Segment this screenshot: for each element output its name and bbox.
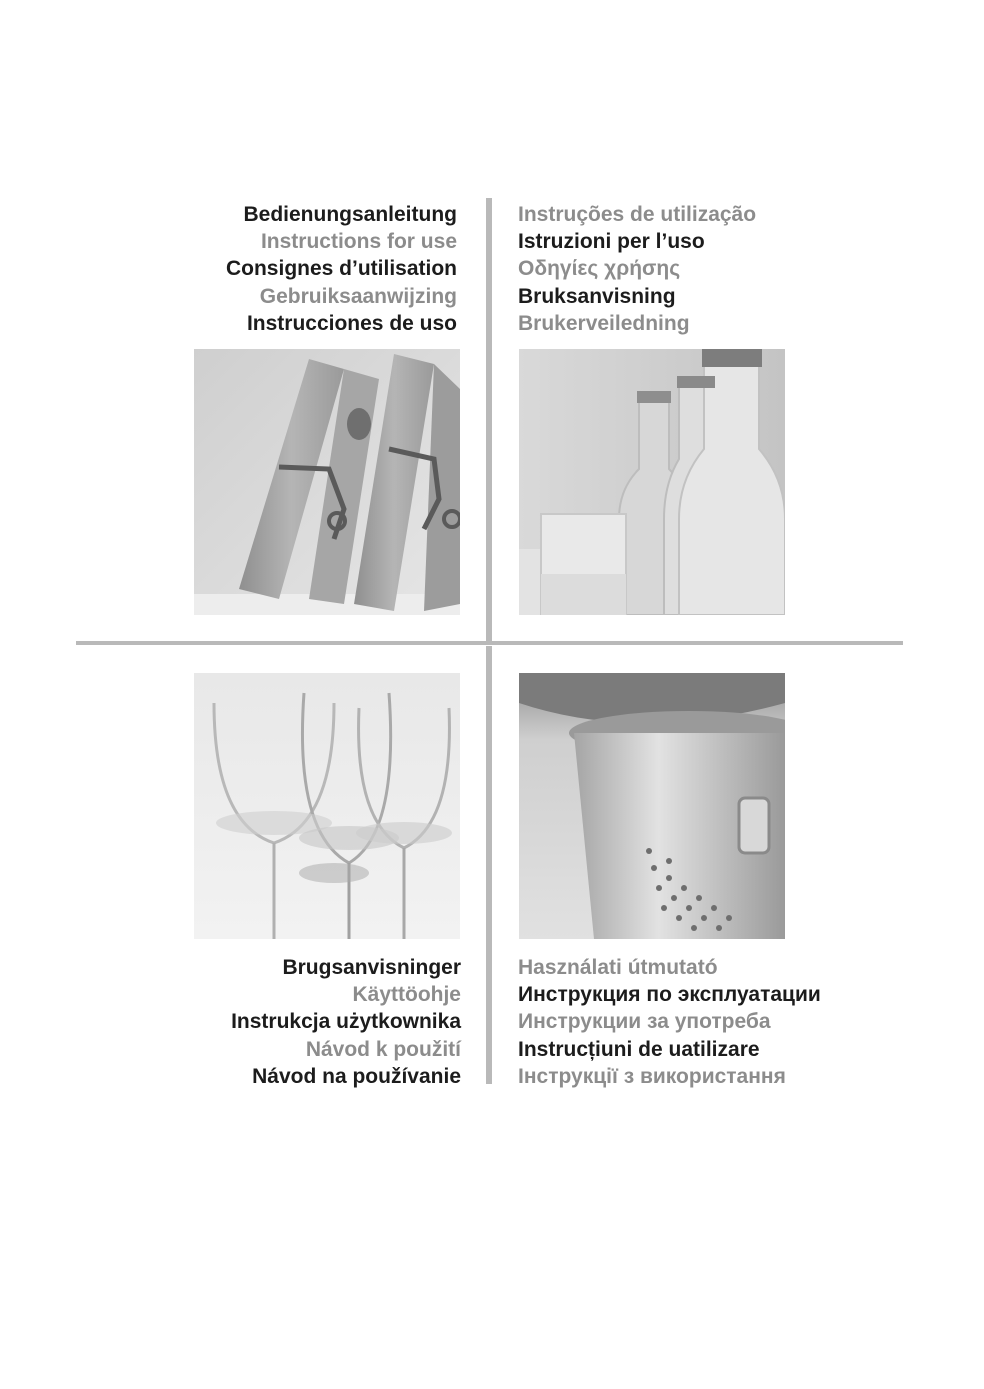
vertical-divider-top	[486, 198, 492, 641]
language-title: Instruções de utilização	[518, 203, 757, 226]
language-list-top-left	[226, 201, 457, 337]
horizontal-divider	[76, 641, 903, 645]
language-title: Gebruiksaanwijzing	[259, 284, 457, 308]
colander-pot-photo	[519, 673, 785, 939]
language-title: Οδηγίες χρήσης	[518, 257, 681, 281]
language-title: Návod na používanie	[252, 1064, 461, 1088]
language-list-bottom-left	[231, 954, 461, 1090]
language-title: Brugsanvisninger	[282, 956, 461, 979]
language-title: Návod k použití	[305, 1037, 461, 1061]
language-title: Bruksanvisning	[518, 284, 676, 308]
language-title: Інструкції з використання	[518, 1064, 786, 1088]
language-title: Instrukcja użytkownika	[231, 1010, 461, 1034]
language-title: Instrucțiuni de uatilizare	[518, 1037, 760, 1061]
language-title: Instructions for use	[260, 230, 457, 254]
clothespins-photo	[194, 349, 460, 615]
milk-bottles-photo	[519, 349, 785, 615]
language-title: Käyttöohje	[352, 983, 461, 1007]
language-title: Brukerveiledning	[518, 311, 690, 335]
language-title: Használati útmutató	[518, 956, 718, 979]
language-title: Инструкции за употреба	[518, 1010, 771, 1034]
wine-glasses-photo	[194, 673, 460, 939]
vertical-divider-bottom	[486, 646, 492, 1084]
language-title: Инструкция по эксплуатации	[518, 983, 821, 1007]
language-title: Bedienungsanleitung	[243, 203, 457, 226]
language-title: Instrucciones de uso	[246, 311, 457, 335]
language-list-top-right	[518, 201, 756, 337]
language-list-bottom-right	[518, 954, 821, 1090]
language-title: Consignes d’utilisation	[225, 257, 457, 281]
language-title: Istruzioni per l’uso	[518, 230, 705, 254]
